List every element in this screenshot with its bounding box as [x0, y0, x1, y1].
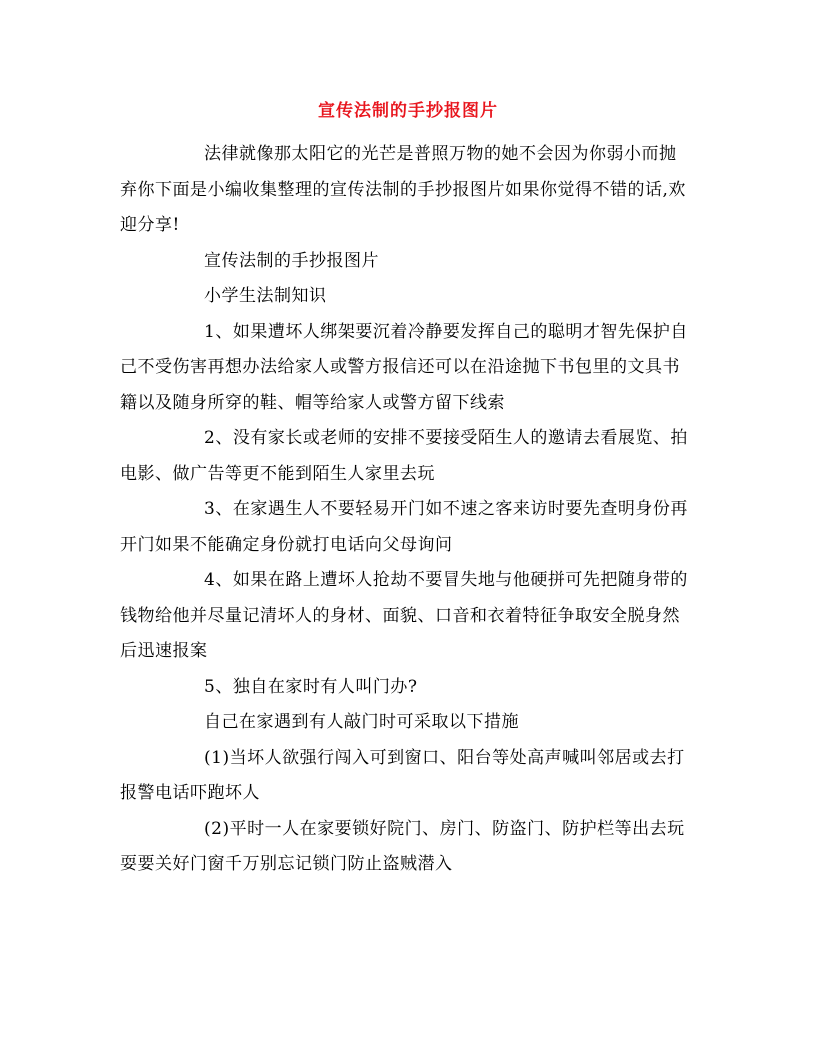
paragraph-section-heading: 小学生法制知识	[204, 286, 327, 306]
paragraph-subtitle: 宣传法制的手抄报图片	[204, 250, 379, 271]
paragraph-measures-intro: 自己在家遇到有人敲门时可采取以下措施	[204, 712, 519, 732]
paragraph-item-4: 4、如果在路上遭坏人抢劫不要冒失地与他硬拼可先把随身带的钱物给他并尽量记清坏人的身材、面貌、口音和衣着特征争取安全脱身然后迅速报案	[120, 570, 688, 661]
paragraph-measure-1: (1)当坏人欲强行闯入可到窗口、阳台等处高声喊叫邻居或去打报警电话吓跑坏人	[120, 747, 685, 803]
paragraph-item-2: 2、没有家长或老师的安排不要接受陌生人的邀请去看展览、拍电影、做广告等更不能到陌生人家里去玩	[120, 428, 688, 484]
paragraph-item-5: 5、独自在家时有人叫门办?	[204, 676, 418, 697]
paragraph-measure-2: (2)平时一人在家要锁好院门、房门、防盗门、防护栏等出去玩耍要关好门窗千万别忘记锁门防止盗贼潜入	[120, 818, 685, 874]
page-title: 宣传法制的手抄报图片	[318, 101, 498, 121]
document-body	[120, 137, 692, 883]
paragraph-item-3: 3、在家遇生人不要轻易开门如不速之客来访时要先查明身份再开门如果不能确定身份就打电话向父母询问	[120, 499, 688, 555]
paragraph-intro: 法律就像那太阳它的光芒是普照万物的她不会因为你弱小而抛弃你下面是小编收集整理的宣传法制的手抄报图片如果你觉得不错的话,欢迎分享!	[120, 144, 686, 235]
paragraph-item-1: 1、如果遭坏人绑架要沉着冷静要发挥自己的聪明才智先保护自己不受伤害再想办法给家人或警方报信还可以在沿途抛下书包里的文具书籍以及随身所穿的鞋、帽等给家人或警方留下线索	[120, 321, 688, 413]
